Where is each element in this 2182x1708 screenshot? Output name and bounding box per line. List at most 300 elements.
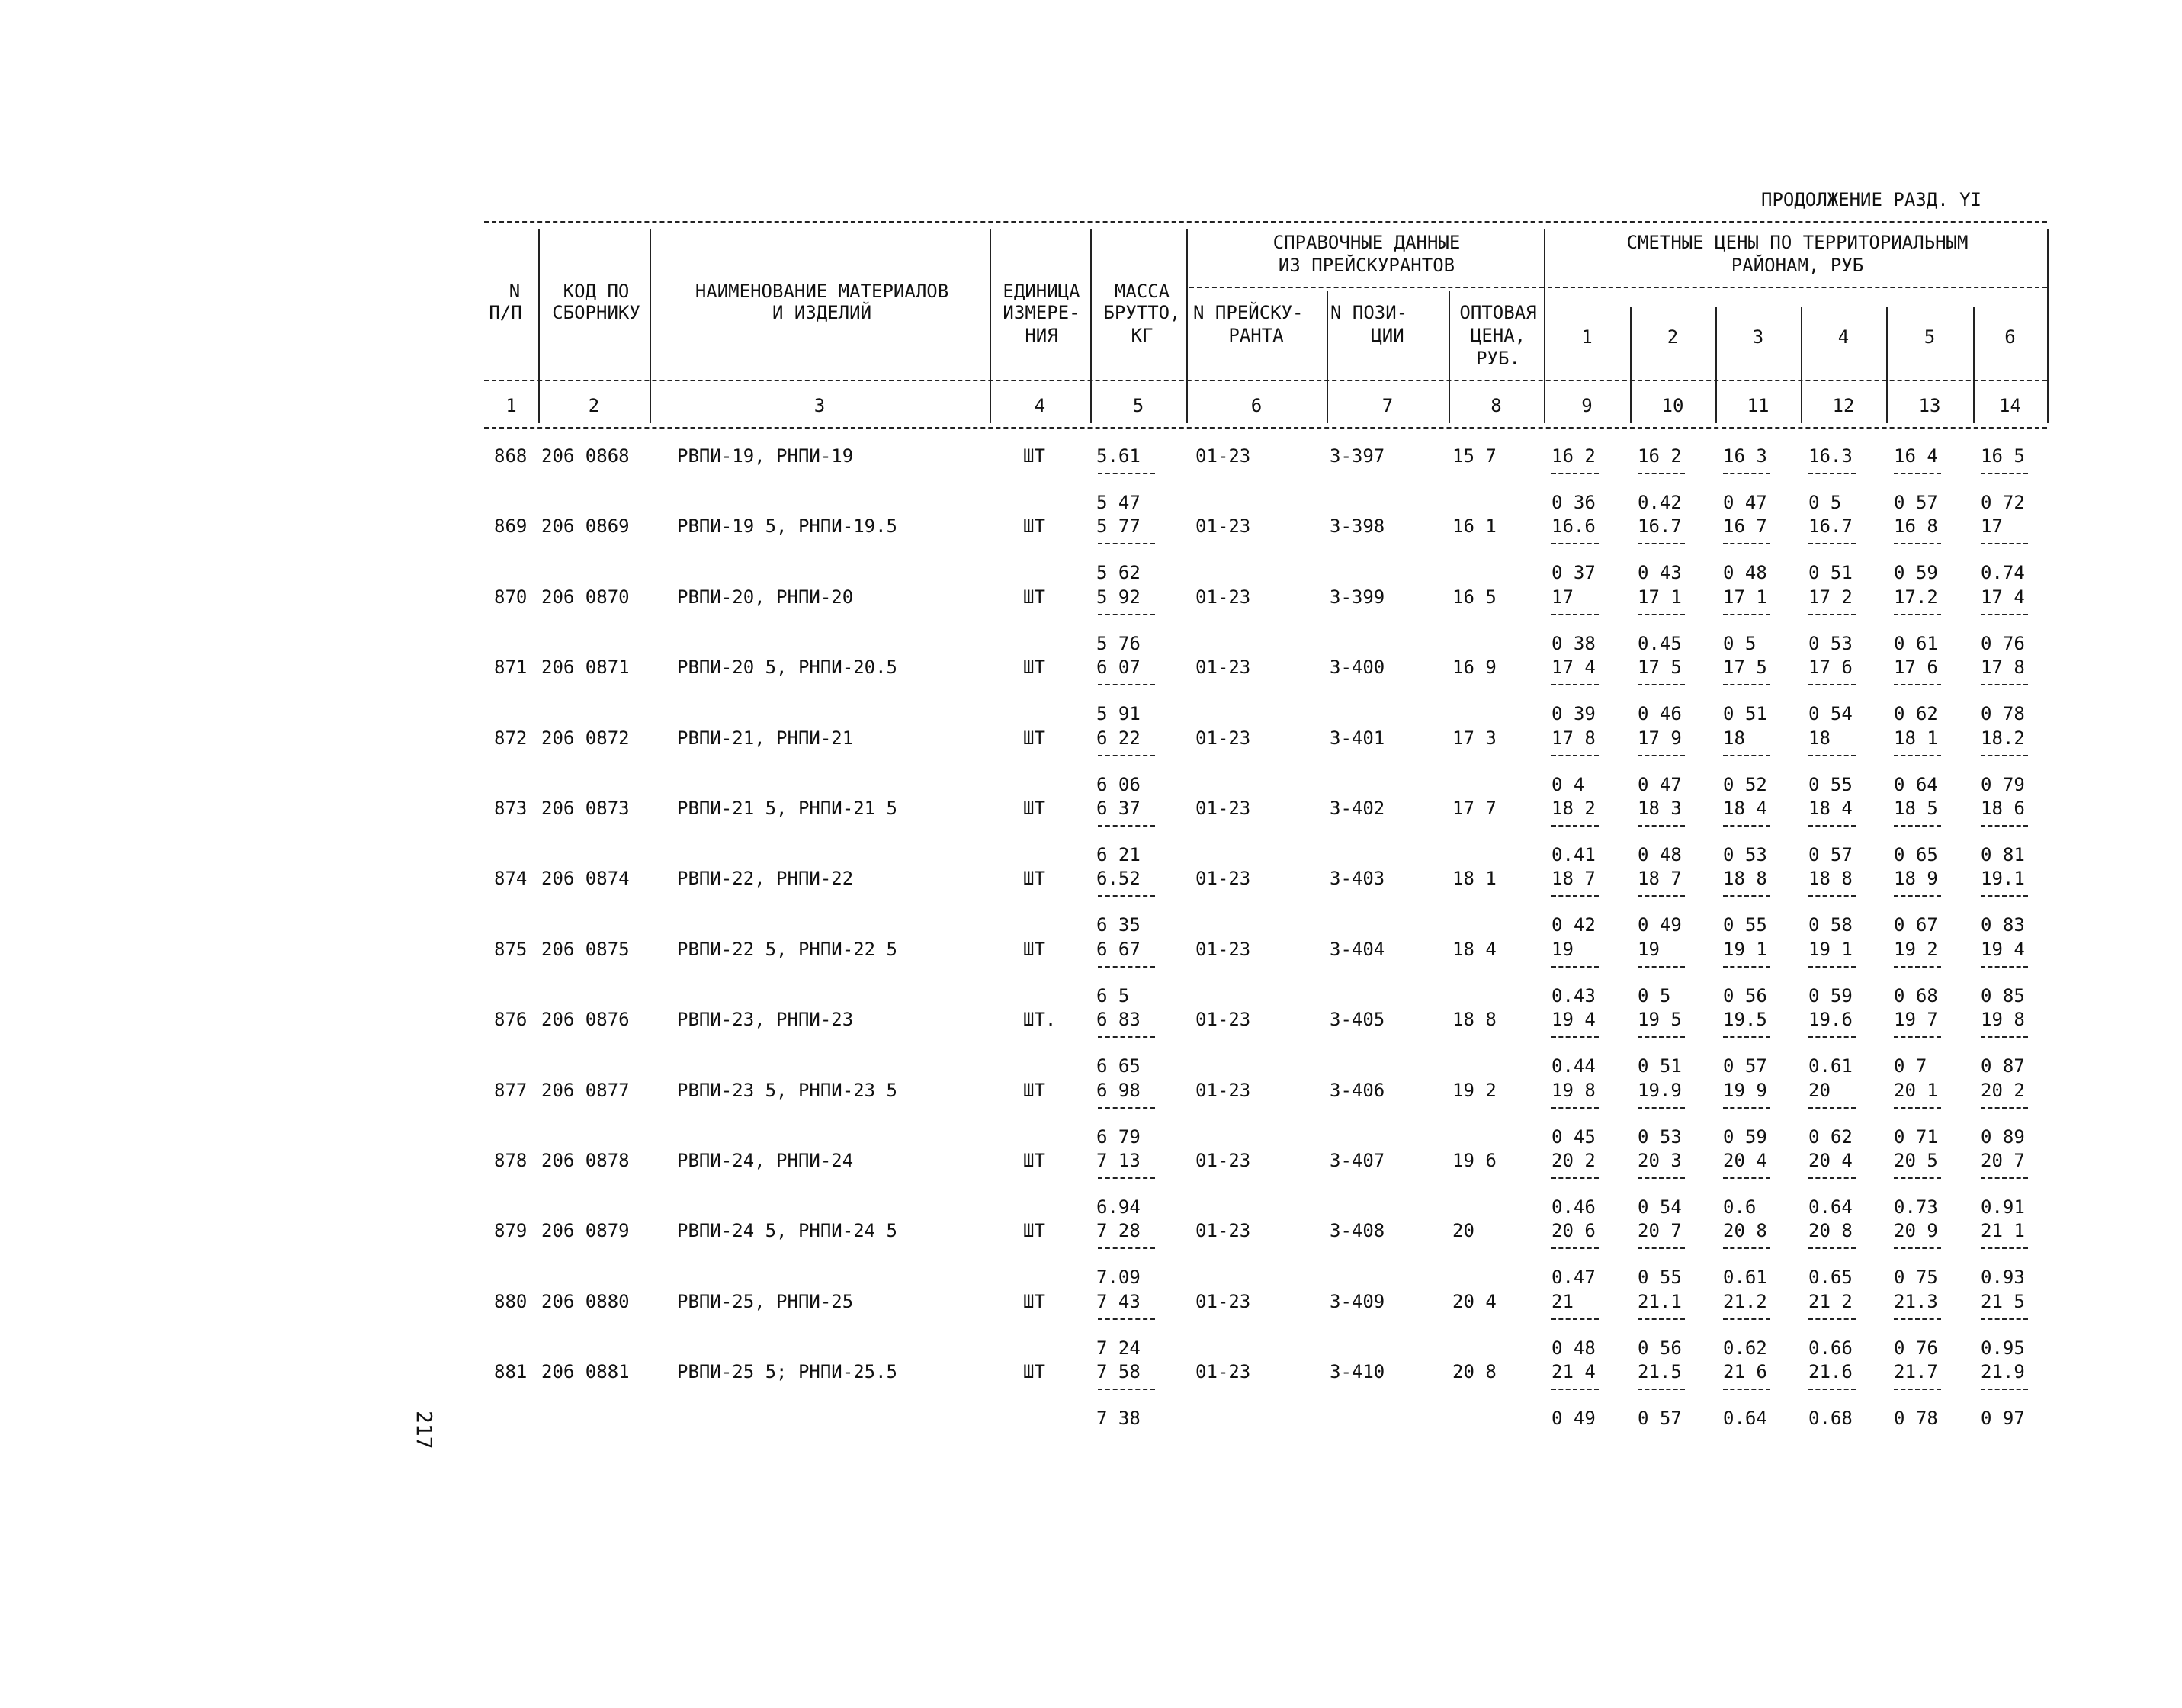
row-code: 206 0876 xyxy=(541,1009,630,1031)
column-number-8: 8 xyxy=(1490,395,1502,416)
row-price-lower-district-6: 0.74 xyxy=(1981,562,2025,584)
row-price-lower-district-4: 0 62 xyxy=(1808,1125,1853,1148)
row-price-lower-district-5: 0 75 xyxy=(1894,1267,1938,1289)
row-code: 206 0872 xyxy=(541,727,630,749)
row-unit: ШТ xyxy=(1023,586,1045,608)
row-name: РВПИ-21 5, РНПИ-21 5 xyxy=(677,798,897,819)
col-pricelist-header-l2: РАНТА xyxy=(1228,325,1284,346)
column-number-5: 5 xyxy=(1132,395,1144,416)
row-price-lower-district-1: 0 42 xyxy=(1551,914,1596,936)
ref-group-header-l1: СПРАВОЧНЫЕ ДАННЫЕ xyxy=(1272,232,1461,253)
row-unit: ШТ xyxy=(1023,1361,1045,1383)
col-unit-header-l3: НИЯ xyxy=(1025,325,1058,346)
price-fraction-rule xyxy=(1894,684,1941,685)
row-price-district-3: 18 4 xyxy=(1723,798,1767,819)
row-price-district-2: 17 1 xyxy=(1638,586,1682,608)
row-name: РВПИ-22, РНПИ-22 xyxy=(677,868,854,890)
price-fraction-rule xyxy=(1723,473,1770,474)
row-name: РВПИ-22 5, РНПИ-22 5 xyxy=(677,938,897,960)
row-price-district-2: 16.7 xyxy=(1638,515,1682,538)
row-mass-lower: 6 65 xyxy=(1096,1055,1141,1077)
row-mass: 6 83 xyxy=(1096,1009,1141,1031)
row-price-lower-district-3: 0 59 xyxy=(1723,1125,1767,1148)
row-price-district-2: 21.5 xyxy=(1638,1361,1682,1383)
row-number: 869 xyxy=(494,515,528,538)
row-price-lower-district-6: 0 87 xyxy=(1981,1055,2025,1077)
row-price-lower-district-2: 0 43 xyxy=(1638,562,1682,584)
price-fraction-rule xyxy=(1894,1318,1941,1320)
price-fraction-rule xyxy=(1723,1318,1770,1320)
row-price-district-5: 20 1 xyxy=(1894,1079,1938,1101)
row-price-district-2: 16 2 xyxy=(1638,445,1682,467)
row-price-lower-district-4: 0 51 xyxy=(1808,562,1853,584)
row-mass: 6 22 xyxy=(1096,727,1141,749)
row-price-lower-district-1: 0 4 xyxy=(1551,773,1585,795)
district-header-5: 5 xyxy=(1924,326,1936,348)
row-price-lower-district-3: 0.64 xyxy=(1723,1408,1767,1430)
row-mass: 7 43 xyxy=(1096,1290,1141,1312)
row-unit: ШТ xyxy=(1023,1220,1045,1242)
price-fraction-rule xyxy=(1723,1247,1770,1249)
row-price-district-4: 21.6 xyxy=(1808,1361,1853,1383)
row-price-lower-district-6: 0.93 xyxy=(1981,1267,2025,1289)
row-price-district-2: 17 5 xyxy=(1638,657,1682,679)
row-name: РВПИ-20 5, РНПИ-20.5 xyxy=(677,657,897,679)
row-mass-lower: 7 38 xyxy=(1096,1408,1141,1430)
row-price-district-1: 19 xyxy=(1551,938,1574,960)
row-price-lower-district-5: 0.73 xyxy=(1894,1196,1938,1218)
row-price-lower-district-4: 0 59 xyxy=(1808,984,1853,1006)
row-price-lower-district-4: 0.61 xyxy=(1808,1055,1853,1077)
row-number: 880 xyxy=(494,1290,528,1312)
row-pricelist: 01-23 xyxy=(1195,868,1251,890)
row-price-lower-district-6: 0 76 xyxy=(1981,632,2025,654)
price-fraction-rule xyxy=(1808,1389,1856,1390)
price-fraction-rule xyxy=(1551,966,1599,968)
row-price-lower-district-3: 0 51 xyxy=(1723,703,1767,725)
row-price-lower-district-3: 0.62 xyxy=(1723,1337,1767,1359)
row-mass-lower: 6 21 xyxy=(1096,844,1141,865)
row-price-district-2: 18 7 xyxy=(1638,868,1682,890)
price-fraction-rule xyxy=(1894,1107,1941,1109)
price-fraction-rule xyxy=(1981,1247,2028,1249)
price-fraction-rule xyxy=(1638,1318,1685,1320)
row-price-lower-district-1: 0.46 xyxy=(1551,1196,1596,1218)
row-number: 870 xyxy=(494,586,528,608)
row-position: 3-398 xyxy=(1330,515,1385,538)
price-fraction-rule xyxy=(1551,1247,1599,1249)
price-fraction-rule xyxy=(1638,895,1685,897)
row-position: 3-402 xyxy=(1330,798,1385,819)
price-fraction-rule xyxy=(1551,684,1599,685)
price-fraction-rule xyxy=(1723,966,1770,968)
price-fraction-rule xyxy=(1981,614,2028,615)
row-price-lower-district-4: 0.68 xyxy=(1808,1408,1853,1430)
row-number: 875 xyxy=(494,938,528,960)
col-name-header-l2: И ИЗДЕЛИЙ xyxy=(772,302,872,323)
row-price-district-1: 16 2 xyxy=(1551,445,1596,467)
price-fraction-rule xyxy=(1981,473,2028,474)
row-pricelist: 01-23 xyxy=(1195,798,1251,819)
price-fraction-rule xyxy=(1981,966,2028,968)
row-price-district-4: 18 8 xyxy=(1808,868,1853,890)
row-price-district-6: 17 xyxy=(1981,515,2003,538)
price-fraction-rule xyxy=(1638,966,1685,968)
row-price-district-6: 21.9 xyxy=(1981,1361,2025,1383)
column-separator xyxy=(2047,229,2049,423)
row-position: 3-406 xyxy=(1330,1079,1385,1101)
row-unit: ШТ xyxy=(1023,515,1045,538)
row-wholesale: 18 8 xyxy=(1452,1009,1497,1031)
page-number: 217 xyxy=(412,1411,437,1450)
row-price-lower-district-1: 0 38 xyxy=(1551,632,1596,654)
row-number: 881 xyxy=(494,1361,528,1383)
row-price-lower-district-3: 0 56 xyxy=(1723,984,1767,1006)
row-price-lower-district-2: 0 48 xyxy=(1638,844,1682,865)
estimate-group-header-l1: СМЕТНЫЕ ЦЕНЫ ПО ТЕРРИТОРИАЛЬНЫМ xyxy=(1626,232,1969,253)
price-fraction-rule xyxy=(1723,1036,1770,1038)
row-price-lower-district-5: 0 64 xyxy=(1894,773,1938,795)
col-mass-header-l1: МАССА xyxy=(1114,281,1170,302)
row-code: 206 0877 xyxy=(541,1079,630,1101)
row-price-lower-district-6: 0 89 xyxy=(1981,1125,2025,1148)
row-price-lower-district-5: 0 65 xyxy=(1894,844,1938,865)
row-price-lower-district-6: 0 78 xyxy=(1981,703,2025,725)
row-number: 868 xyxy=(494,445,528,467)
price-fraction-rule xyxy=(1551,1389,1599,1390)
mass-fraction-rule xyxy=(1098,543,1155,544)
district-header-3: 3 xyxy=(1752,326,1764,348)
row-pricelist: 01-23 xyxy=(1195,1150,1251,1171)
row-price-lower-district-2: 0.45 xyxy=(1638,632,1682,654)
price-fraction-rule xyxy=(1808,1318,1856,1320)
row-mass: 5.61 xyxy=(1096,445,1141,467)
row-price-lower-district-5: 0 78 xyxy=(1894,1408,1938,1430)
row-mass-lower: 6.94 xyxy=(1096,1196,1141,1218)
row-position: 3-408 xyxy=(1330,1220,1385,1242)
row-price-lower-district-3: 0.61 xyxy=(1723,1267,1767,1289)
row-price-lower-district-5: 0 7 xyxy=(1894,1055,1927,1077)
mass-fraction-rule xyxy=(1098,1389,1155,1390)
column-number-10: 10 xyxy=(1661,395,1684,416)
price-fraction-rule xyxy=(1981,1177,2028,1179)
row-price-lower-district-3: 0.6 xyxy=(1723,1196,1757,1218)
price-fraction-rule xyxy=(1638,1389,1685,1390)
price-fraction-rule xyxy=(1894,1389,1941,1390)
colnum-bottom-rule xyxy=(484,427,2047,429)
row-price-lower-district-6: 0 97 xyxy=(1981,1408,2025,1430)
column-number-11: 11 xyxy=(1747,395,1770,416)
row-price-lower-district-6: 0 83 xyxy=(1981,914,2025,936)
price-fraction-rule xyxy=(1894,755,1941,756)
row-price-district-1: 20 6 xyxy=(1551,1220,1596,1242)
row-price-district-6: 19 8 xyxy=(1981,1009,2025,1031)
price-fraction-rule xyxy=(1808,684,1856,685)
row-price-lower-district-6: 0 85 xyxy=(1981,984,2025,1006)
row-number: 874 xyxy=(494,868,528,890)
price-fraction-rule xyxy=(1894,1036,1941,1038)
col-name-header-l1: НАИМЕНОВАНИЕ МАТЕРИАЛОВ xyxy=(695,281,949,302)
row-price-district-5: 19 7 xyxy=(1894,1009,1938,1031)
row-price-district-1: 19 4 xyxy=(1551,1009,1596,1031)
row-price-lower-district-6: 0.95 xyxy=(1981,1337,2025,1359)
row-price-district-3: 19 1 xyxy=(1723,938,1767,960)
row-price-lower-district-2: 0 55 xyxy=(1638,1267,1682,1289)
row-unit: ШТ xyxy=(1023,657,1045,679)
row-pricelist: 01-23 xyxy=(1195,515,1251,538)
row-price-district-3: 21.2 xyxy=(1723,1290,1767,1312)
price-fraction-rule xyxy=(1638,684,1685,685)
mass-fraction-rule xyxy=(1098,966,1155,968)
mass-fraction-rule xyxy=(1098,755,1155,756)
row-unit: ШТ. xyxy=(1023,1009,1057,1031)
row-number: 879 xyxy=(494,1220,528,1242)
price-fraction-rule xyxy=(1894,895,1941,897)
row-price-district-4: 18 xyxy=(1808,727,1831,749)
price-fraction-rule xyxy=(1551,755,1599,756)
row-mass-lower: 7.09 xyxy=(1096,1267,1141,1289)
row-price-lower-district-5: 0 61 xyxy=(1894,632,1938,654)
row-price-district-1: 17 xyxy=(1551,586,1574,608)
price-fraction-rule xyxy=(1551,1177,1599,1179)
row-price-lower-district-5: 0 59 xyxy=(1894,562,1938,584)
row-price-district-4: 18 4 xyxy=(1808,798,1853,819)
price-fraction-rule xyxy=(1808,614,1856,615)
row-price-district-1: 19 8 xyxy=(1551,1079,1596,1101)
row-code: 206 0874 xyxy=(541,868,630,890)
row-price-lower-district-2: 0 53 xyxy=(1638,1125,1682,1148)
price-fraction-rule xyxy=(1723,895,1770,897)
row-price-lower-district-3: 0 5 xyxy=(1723,632,1757,654)
row-price-lower-district-2: 0.42 xyxy=(1638,492,1682,513)
mass-fraction-rule xyxy=(1098,895,1155,897)
row-unit: ШТ xyxy=(1023,1150,1045,1171)
price-fraction-rule xyxy=(1551,473,1599,474)
row-number: 871 xyxy=(494,657,528,679)
row-price-district-3: 20 4 xyxy=(1723,1150,1767,1171)
mass-fraction-rule xyxy=(1098,1036,1155,1038)
row-mass: 6 37 xyxy=(1096,798,1141,819)
row-mass: 7 13 xyxy=(1096,1150,1141,1171)
row-price-district-5: 17.2 xyxy=(1894,586,1938,608)
row-mass: 7 28 xyxy=(1096,1220,1141,1242)
col-unit-header-l1: ЕДИНИЦА xyxy=(1003,281,1080,302)
row-mass: 5 77 xyxy=(1096,515,1141,538)
row-number: 878 xyxy=(494,1150,528,1171)
row-pricelist: 01-23 xyxy=(1195,1009,1251,1031)
row-code: 206 0869 xyxy=(541,515,630,538)
price-fraction-rule xyxy=(1808,1036,1856,1038)
price-fraction-rule xyxy=(1638,825,1685,827)
row-name: РВПИ-24 5, РНПИ-24 5 xyxy=(677,1220,897,1242)
row-price-district-5: 16 8 xyxy=(1894,515,1938,538)
price-fraction-rule xyxy=(1808,473,1856,474)
header-bottom-rule xyxy=(484,380,2047,381)
row-mass: 6 98 xyxy=(1096,1079,1141,1101)
ref-group-rule xyxy=(1189,287,1544,288)
row-price-lower-district-1: 0 36 xyxy=(1551,492,1596,513)
row-price-district-2: 18 3 xyxy=(1638,798,1682,819)
row-position: 3-397 xyxy=(1330,445,1385,467)
row-price-lower-district-3: 0 57 xyxy=(1723,1055,1767,1077)
row-price-lower-district-2: 0 46 xyxy=(1638,703,1682,725)
row-position: 3-409 xyxy=(1330,1290,1385,1312)
price-fraction-rule xyxy=(1551,543,1599,544)
row-price-lower-district-2: 0 51 xyxy=(1638,1055,1682,1077)
row-unit: ШТ xyxy=(1023,1079,1045,1101)
column-number-12: 12 xyxy=(1832,395,1855,416)
district-header-6: 6 xyxy=(2004,326,2016,348)
col-num-header-l2: П/П xyxy=(489,302,522,323)
row-price-district-2: 19 xyxy=(1638,938,1660,960)
mass-fraction-rule xyxy=(1098,825,1155,827)
row-number: 873 xyxy=(494,798,528,819)
price-fraction-rule xyxy=(1981,895,2028,897)
row-wholesale: 15 7 xyxy=(1452,445,1497,467)
row-unit: ШТ xyxy=(1023,445,1045,467)
row-number: 872 xyxy=(494,727,528,749)
row-wholesale: 16 9 xyxy=(1452,657,1497,679)
row-price-district-6: 18 6 xyxy=(1981,798,2025,819)
row-price-lower-district-5: 0 62 xyxy=(1894,703,1938,725)
ref-group-header-l2: ИЗ ПРЕЙСКУРАНТОВ xyxy=(1278,255,1455,276)
row-wholesale: 20 4 xyxy=(1452,1290,1497,1312)
row-position: 3-410 xyxy=(1330,1361,1385,1383)
row-price-lower-district-1: 0 39 xyxy=(1551,703,1596,725)
price-fraction-rule xyxy=(1638,543,1685,544)
price-fraction-rule xyxy=(1723,614,1770,615)
price-fraction-rule xyxy=(1894,543,1941,544)
row-price-district-1: 21 4 xyxy=(1551,1361,1596,1383)
row-price-district-2: 19.9 xyxy=(1638,1079,1682,1101)
row-position: 3-401 xyxy=(1330,727,1385,749)
row-price-district-1: 21 xyxy=(1551,1290,1574,1312)
row-price-lower-district-1: 0.43 xyxy=(1551,984,1596,1006)
price-fraction-rule xyxy=(1551,1318,1599,1320)
row-price-district-4: 20 xyxy=(1808,1079,1831,1101)
price-fraction-rule xyxy=(1894,614,1941,615)
row-wholesale: 16 5 xyxy=(1452,586,1497,608)
price-fraction-rule xyxy=(1894,1247,1941,1249)
row-name: РВПИ-23, РНПИ-23 xyxy=(677,1009,854,1031)
district-header-4: 4 xyxy=(1837,326,1850,348)
row-name: РВПИ-25 5; РНПИ-25.5 xyxy=(677,1361,897,1383)
row-price-lower-district-4: 0 55 xyxy=(1808,773,1853,795)
row-unit: ШТ xyxy=(1023,798,1045,819)
price-fraction-rule xyxy=(1723,1107,1770,1109)
row-pricelist: 01-23 xyxy=(1195,586,1251,608)
row-price-lower-district-4: 0 54 xyxy=(1808,703,1853,725)
row-name: РВПИ-24, РНПИ-24 xyxy=(677,1150,854,1171)
row-price-lower-district-5: 0 76 xyxy=(1894,1337,1938,1359)
row-number: 877 xyxy=(494,1079,528,1101)
column-number-13: 13 xyxy=(1918,395,1941,416)
row-price-district-5: 18 5 xyxy=(1894,798,1938,819)
price-fraction-rule xyxy=(1808,1107,1856,1109)
row-price-district-2: 21.1 xyxy=(1638,1290,1682,1312)
row-price-lower-district-2: 0 5 xyxy=(1638,984,1671,1006)
price-fraction-rule xyxy=(1981,684,2028,685)
price-fraction-rule xyxy=(1981,543,2028,544)
row-price-lower-district-1: 0 45 xyxy=(1551,1125,1596,1148)
price-fraction-rule xyxy=(1981,1389,2028,1390)
row-wholesale: 20 8 xyxy=(1452,1361,1497,1383)
col-code-header-l1: КОД ПО xyxy=(563,281,630,302)
row-pricelist: 01-23 xyxy=(1195,1079,1251,1101)
row-mass-lower: 5 62 xyxy=(1096,562,1141,584)
row-wholesale: 17 3 xyxy=(1452,727,1497,749)
row-unit: ШТ xyxy=(1023,938,1045,960)
row-price-district-5: 21.3 xyxy=(1894,1290,1938,1312)
row-mass: 6 07 xyxy=(1096,657,1141,679)
row-position: 3-400 xyxy=(1330,657,1385,679)
column-separator xyxy=(1090,229,1092,423)
row-price-district-4: 20 8 xyxy=(1808,1220,1853,1242)
mass-fraction-rule xyxy=(1098,1318,1155,1320)
column-number-4: 4 xyxy=(1034,395,1046,416)
price-fraction-rule xyxy=(1723,1177,1770,1179)
row-mass-lower: 7 24 xyxy=(1096,1337,1141,1359)
row-price-lower-district-4: 0.65 xyxy=(1808,1267,1853,1289)
row-unit: ШТ xyxy=(1023,868,1045,890)
row-code: 206 0870 xyxy=(541,586,630,608)
row-price-district-6: 20 2 xyxy=(1981,1079,2025,1101)
price-fraction-rule xyxy=(1981,825,2028,827)
price-fraction-rule xyxy=(1551,1036,1599,1038)
row-price-district-3: 21 6 xyxy=(1723,1361,1767,1383)
row-price-district-4: 17 6 xyxy=(1808,657,1853,679)
row-price-lower-district-4: 0.64 xyxy=(1808,1196,1853,1218)
row-price-lower-district-6: 0 72 xyxy=(1981,492,2025,513)
column-separator xyxy=(538,229,540,423)
row-price-district-1: 18 2 xyxy=(1551,798,1596,819)
price-fraction-rule xyxy=(1808,1177,1856,1179)
row-price-lower-district-1: 0 49 xyxy=(1551,1408,1596,1430)
row-price-district-6: 19.1 xyxy=(1981,868,2025,890)
row-price-district-4: 19 1 xyxy=(1808,938,1853,960)
mass-fraction-rule xyxy=(1098,1107,1155,1109)
price-fraction-rule xyxy=(1551,614,1599,615)
row-code: 206 0868 xyxy=(541,445,630,467)
row-pricelist: 01-23 xyxy=(1195,727,1251,749)
row-code: 206 0879 xyxy=(541,1220,630,1242)
row-price-lower-district-1: 0 48 xyxy=(1551,1337,1596,1359)
row-price-lower-district-2: 0 56 xyxy=(1638,1337,1682,1359)
row-mass-lower: 6 35 xyxy=(1096,914,1141,936)
row-price-district-1: 17 8 xyxy=(1551,727,1596,749)
row-price-district-2: 20 3 xyxy=(1638,1150,1682,1171)
row-wholesale: 17 7 xyxy=(1452,798,1497,819)
col-position-header-l2: ЦИИ xyxy=(1371,325,1404,346)
row-price-district-3: 16 3 xyxy=(1723,445,1767,467)
row-pricelist: 01-23 xyxy=(1195,1220,1251,1242)
column-number-7: 7 xyxy=(1381,395,1394,416)
col-code-header-l2: СБОРНИКУ xyxy=(552,302,640,323)
row-pricelist: 01-23 xyxy=(1195,938,1251,960)
row-price-district-3: 20 8 xyxy=(1723,1220,1767,1242)
row-price-district-2: 19 5 xyxy=(1638,1009,1682,1031)
row-code: 206 0880 xyxy=(541,1290,630,1312)
row-mass: 6 67 xyxy=(1096,938,1141,960)
row-unit: ШТ xyxy=(1023,1290,1045,1312)
row-price-lower-district-3: 0 48 xyxy=(1723,562,1767,584)
row-price-district-5: 19 2 xyxy=(1894,938,1938,960)
row-price-district-4: 17 2 xyxy=(1808,586,1853,608)
row-mass: 7 58 xyxy=(1096,1361,1141,1383)
row-price-lower-district-2: 0 54 xyxy=(1638,1196,1682,1218)
mass-fraction-rule xyxy=(1098,684,1155,685)
mass-fraction-rule xyxy=(1098,1247,1155,1249)
